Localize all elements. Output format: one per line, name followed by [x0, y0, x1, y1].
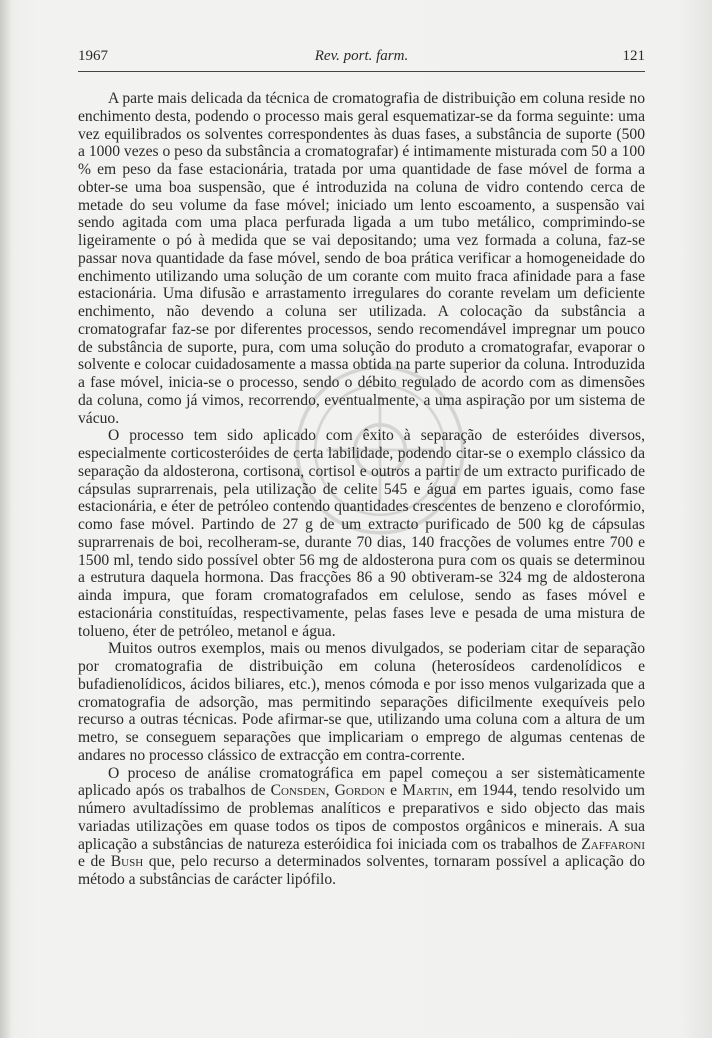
p4-text-c: e [385, 782, 403, 800]
paragraph-other-examples: Muitos outros exemplos, mais ou menos divulgados, se poderiam citar de separação por cromatografia de distribuição em coluna (heterosídeos cardenolídicos e bufadienolídicos, ácidos biliares, etc.), menos cómoda e por isso menos vulgarizada que a cromatografia de adsorção, mas permitindo separações dificilmente exequíveis pelo recurso a outras técnicas. Pode afirmar-se que, utilizando uma coluna com a altura de um metro, se conseguem separações que implicariam o emprego de algumas centenas de andares no processo clássico de extracção em contra-corrente. [78, 640, 645, 764]
p4-text-d: , em 1944, tendo resolvido um número avultadíssimo de problemas analíticos e preparativos e sido objecto das mais variadas utilizações em quase todos os tipos de compostos orgânicos e minerais. A sua aplicação a substâncias de natureza esteróidica foi iniciada com os trabalhos de [78, 782, 646, 853]
paragraph-column-packing: A parte mais delicada da técnica de cromatografia de distribuição em coluna reside no enchimento desta, podendo o processo mais geral esquematizar-se da forma seguinte: uma vez equilibrados os solventes correspondentes às duas fases, a substância de suporte (500 a 1000 vezes o peso da substância a cromatografar) é intimamente misturada com 50 a 100 % em peso da fase estacionária, tratada por uma quantidade de fase móvel de forma a obter-se uma boa suspensão, que é introduzida na coluna de vidro contendo cerca de metade do seu volume da fase móvel; iniciado um lento escoamento, a suspensão vai sendo agitada com uma placa perfurada ligada a um tubo metálico, comprimindo-se ligeiramente o pó à medida que se vai depositando; uma vez formada a coluna, faz-se passar nova quantidade da fase móvel, sendo de boa prática verificar a homogeneidade do enchimento utilizando uma solução de um corante com muito fraca afinidade para a fase estacionária. Uma difusão e arrastamento irregulares do corante revelam um deficiente enchimento, não devendo a coluna ser utilizada. A colocação da substância a cromatografar faz-se por diferentes processos, sendo recomendável impregnar um pouco de substância de suporte, pura, com uma solução do produto a cromatografar, evaporar o solvente e colocar cuidadosamente a massa obtida na parte superior da coluna. Introduzida a fase móvel, inicia-se o processo, sendo o débito regulado de acordo com as dimensões da coluna, como já vimos, recorrendo, eventualmente, a uma aspiração por um sistema de vácuo. [78, 90, 645, 427]
page-spine-shadow [0, 0, 10, 1038]
author-bush: Bush [110, 853, 144, 871]
header-year: 1967 [78, 48, 108, 64]
p4-text-b: , [325, 782, 335, 800]
p4-text-a: O proceso de análise cromatográfica em papel começou a ser sistemàticamente aplicado após os trabalhos de [78, 764, 645, 800]
author-zaffaroni: Zaffaroni [581, 835, 645, 853]
paragraph-paper-chromatography [78, 765, 645, 889]
article-body [78, 90, 645, 889]
header-journal-title: Rev. port. farm. [314, 48, 409, 64]
author-gordon: Gordon [334, 782, 385, 800]
header-rule [78, 71, 645, 72]
running-header [78, 48, 645, 70]
author-martin: Martin [402, 782, 449, 800]
paragraph-steroid-separation: O processo tem sido aplicado com êxito à separação de esteróides diversos, especialmente corticosteróides de certa labilidade, podendo citar-se o exemplo clássico da separação da aldosterona, cortisona, cortisol e outros a partir de um extracto purificado de cápsulas suprarrenais, pela utilização de celite 545 e água em partes iguais, como fase estacionária, e éter de petróleo contendo quantidades crescentes de benzeno e clorofórmio, como fase móvel. Partindo de 27 g de um extracto purificado de 500 kg de cápsulas suprarrenais de boi, recolheram-se, durante 70 dias, 140 fracções de volumes entre 700 e 1500 ml, tendo sido possível obter 56 mg de aldosterona pura com os quais se determinou a estrutura daquela hormona. Das fracções 86 a 90 obtiveram-se 324 mg de aldosterona ainda impura, que foram cromatografados em celulose, sendo as fases móvel e estacionária constituídas, respectivamente, pelas fases leve e pesada de uma mistura de tolueno, éter de petróleo, metanol e água. [78, 427, 645, 640]
author-consden: Consden [270, 782, 326, 800]
p4-text-f: que, pelo recurso a determinados solventes, tornaram possível a aplicação do método a substâncias de carácter lipófilo. [78, 853, 645, 888]
header-page-number: 121 [622, 48, 645, 64]
p4-text-e: e de [78, 853, 111, 871]
